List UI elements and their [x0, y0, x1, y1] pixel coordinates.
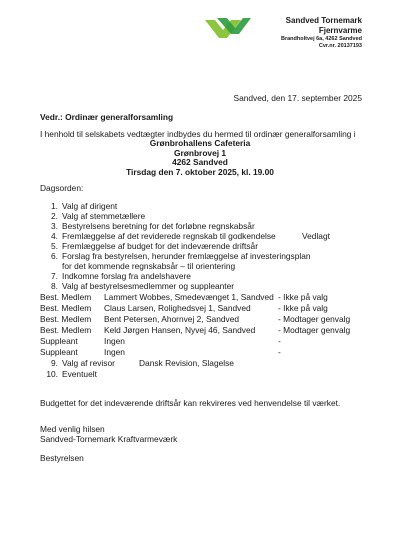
agenda-num: 9.	[51, 358, 58, 368]
auditor-name: Dansk Revision, Slagelse	[139, 358, 234, 368]
venue-city: 4262 Sandved	[172, 157, 228, 167]
agenda-num: 4.	[51, 231, 58, 241]
agenda-num: 3.	[51, 221, 58, 231]
agenda-item-2	[51, 211, 146, 221]
company-sub: Fjernvarme	[318, 26, 362, 35]
date-line: Sandved, den 17. september 2025	[233, 93, 362, 103]
candidate-role: Suppleant	[40, 347, 78, 357]
agenda-text: Valg af dirigent	[62, 201, 118, 211]
closing-greeting: Med venlig hilsen	[40, 424, 105, 434]
signature: Bestyrelsen	[40, 453, 84, 463]
agenda-item-10	[46, 369, 97, 379]
agenda-text: Indkomne forslag fra andelshavere	[62, 271, 191, 281]
agenda-item-9	[51, 358, 115, 368]
agenda-num: 2.	[51, 211, 58, 221]
agenda-text: Valg af stemmetællere	[62, 211, 146, 221]
venue-block	[0, 139, 400, 177]
candidate-status: - Modtager genvalg	[278, 314, 351, 324]
company-address: Brandholtvej 6a, 4262 Sandved	[280, 36, 362, 42]
candidate-name: Claus Larsen, Rolighedsvej 1, Sandved	[104, 303, 251, 313]
agenda-num: 5.	[51, 241, 58, 251]
candidate-role: Best. Medlem	[40, 292, 92, 302]
candidate-role: Best. Medlem	[40, 325, 92, 335]
candidate-name: Ingen	[104, 347, 125, 357]
venue-datetime: Tirsdag den 7. oktober 2025, kl. 19.00	[126, 166, 274, 177]
agenda-num: 7.	[51, 271, 58, 281]
budget-note: Budgettet for det indeværende driftsår kan rekvireres ved henvendelse til værket.	[40, 398, 341, 408]
closing-block	[40, 424, 177, 444]
candidate-status: - Ikke på valg	[278, 303, 328, 313]
venue-name: Grønbrohallens Cafeteria	[149, 138, 251, 148]
candidate-role: Suppleant	[40, 336, 78, 346]
agenda-num: 1.	[51, 201, 58, 211]
agenda-item-8	[51, 281, 235, 291]
agenda-text: Fremlæggelse af det reviderede regnskab til godkendelse	[62, 231, 276, 241]
agenda-title: Dagsorden:	[40, 183, 84, 193]
agenda-text: Valg af bestyrelsesmedlemmer og suppleanter	[62, 281, 235, 291]
agenda-num: 6.	[51, 251, 58, 261]
candidate-role: Best. Medlem	[40, 314, 92, 324]
company-cvr: Cvr.nr. 20137193	[318, 43, 362, 49]
candidate-name: Bent Petersen, Ahornvej 2, Sandved	[104, 314, 240, 324]
agenda-note-attached: Vedlagt	[302, 231, 330, 241]
agenda-text: Valg af revisor	[62, 358, 115, 368]
candidate-status: - Ikke på valg	[278, 292, 328, 302]
agenda-item-4	[51, 231, 276, 241]
agenda-item-6	[51, 251, 311, 261]
candidate-status: -	[278, 347, 281, 357]
subject-line: Vedr.: Ordinær generalforsamling	[40, 112, 174, 122]
intro-text: I henhold til selskabets vedtægter indbydes du hermed til ordinær generalforsamling i	[40, 129, 356, 139]
agenda-item-5	[51, 241, 258, 251]
company-block	[281, 16, 362, 50]
candidate-status: -	[278, 336, 281, 346]
agenda-text: Eventuelt	[62, 369, 97, 379]
candidate-name: Ingen	[104, 336, 125, 346]
agenda-item-7	[51, 271, 191, 281]
company-name: Sandved Tornemark	[285, 16, 362, 25]
agenda-num: 8.	[51, 281, 58, 291]
candidate-role: Best. Medlem	[40, 303, 92, 313]
candidate-status: - Modtager genvalg	[278, 325, 351, 335]
candidate-name: Lammert Wobbes, Smedevænget 1, Sandved	[104, 292, 274, 302]
agenda-num: 10.	[46, 369, 58, 379]
agenda-text: Forslag fra bestyrelsen, herunder fremlæggelse af investeringsplan	[62, 251, 311, 261]
agenda-item-6-line2: for det kommende regnskabsår – til orientering	[62, 261, 236, 271]
agenda-text: Fremlæggelse af budget for det indeværende driftsår	[62, 241, 258, 251]
agenda-item-3	[51, 221, 255, 231]
venue-street: Grønbrovej 1	[173, 147, 227, 158]
company-logo	[205, 18, 251, 40]
candidate-name: Keld Jørgen Hansen, Nyvej 46, Sandved	[104, 325, 256, 335]
closing-sender: Sandved-Tornemark Kraftvarmeværk	[40, 434, 178, 444]
agenda-text: Bestyrelsens beretning for det forløbne regnskabsår	[62, 221, 255, 231]
agenda-item-1	[51, 201, 118, 211]
